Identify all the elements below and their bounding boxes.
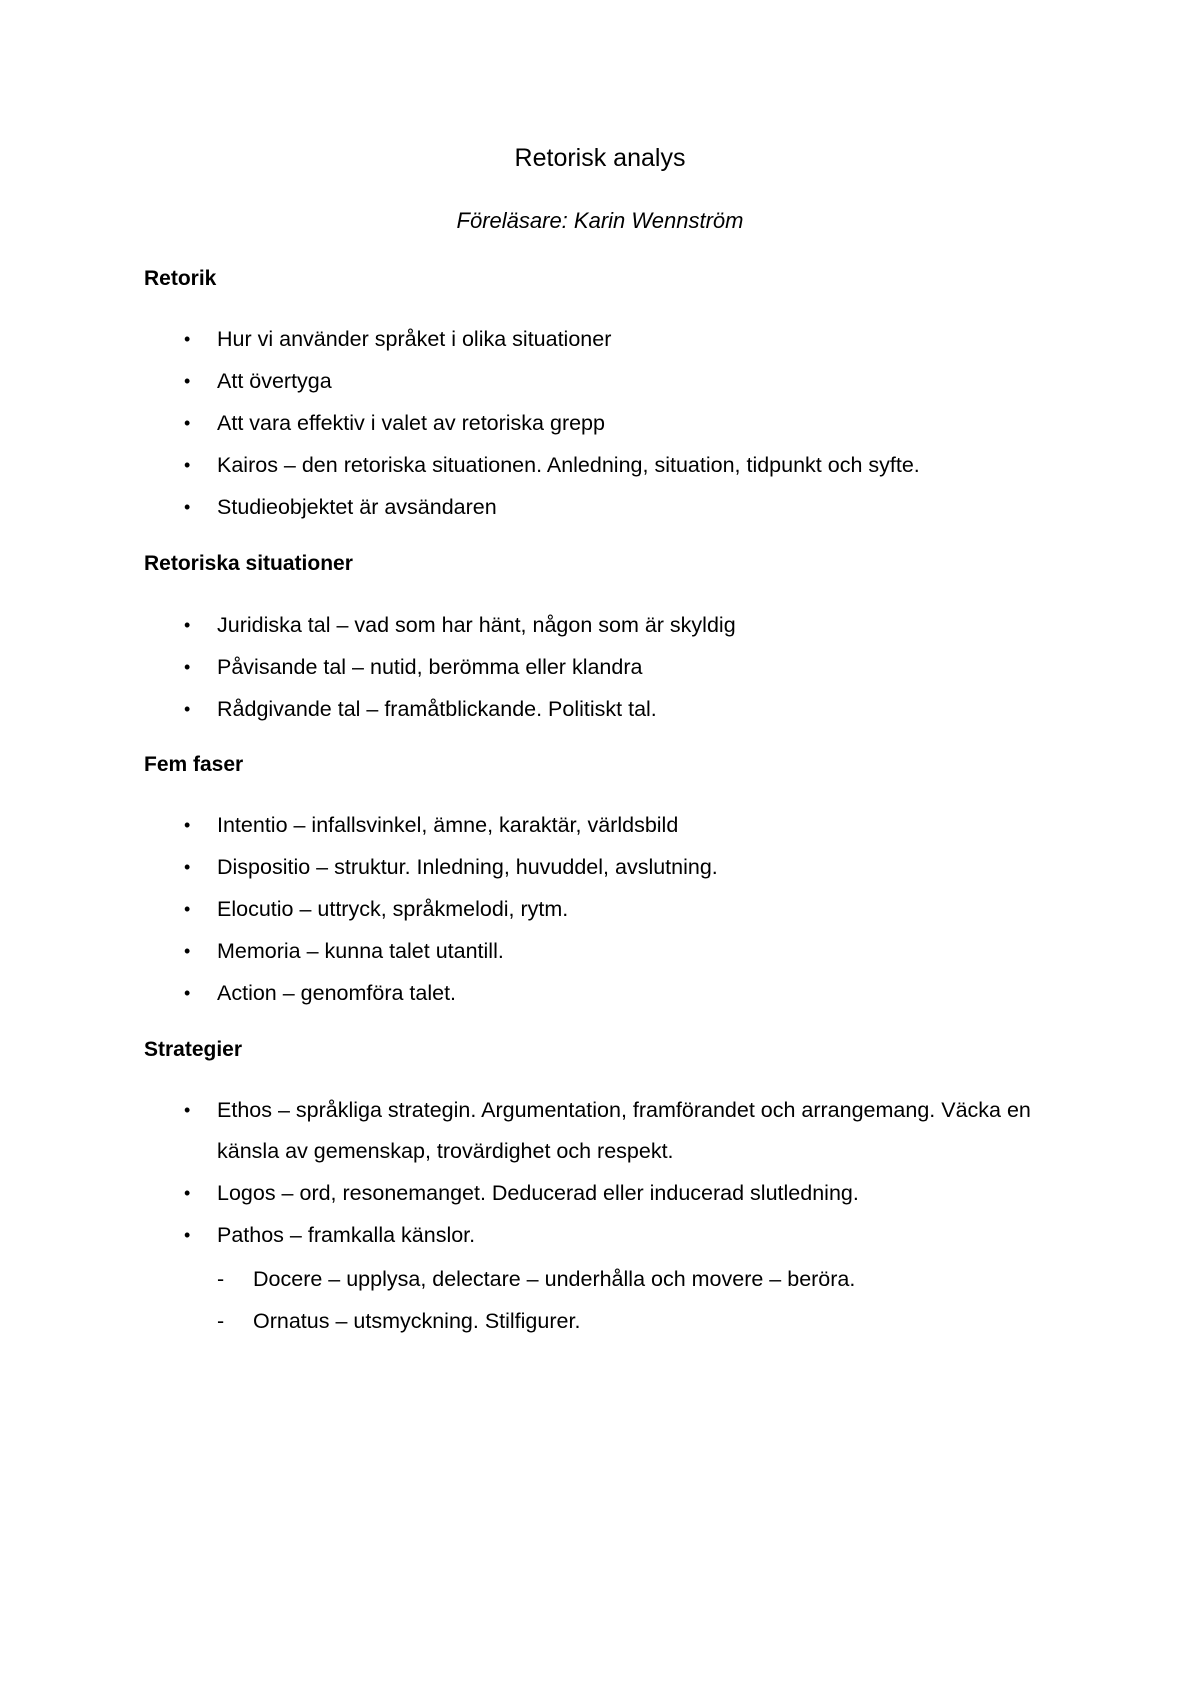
- bullet-icon: •: [184, 371, 191, 391]
- list-item: • Att vara effektiv i valet av retoriska grepp: [144, 402, 1064, 444]
- list-item: • Att övertyga: [144, 360, 1064, 402]
- list-item: • Elocutio – uttryck, språkmelodi, rytm.: [144, 888, 1064, 930]
- sub-list-item: - Docere – upplysa, delectare – underhålla och movere – beröra.: [144, 1258, 1064, 1300]
- list-item: • Intentio – infallsvinkel, ämne, karaktär, världsbild: [144, 804, 1064, 846]
- list-item: • Memoria – kunna talet utantill.: [144, 930, 1064, 972]
- bullet-icon: •: [184, 329, 191, 349]
- list-item: • Juridiska tal – vad som har hänt, någon som är skyldig: [144, 604, 1064, 646]
- bullet-icon: •: [184, 1183, 191, 1203]
- list-item: • Logos – ord, resonemanget. Deducerad eller inducerad slutledning.: [144, 1172, 1044, 1214]
- bullet-icon: •: [184, 699, 191, 719]
- bullet-icon: •: [184, 1225, 191, 1245]
- bullet-icon: •: [184, 983, 191, 1003]
- list-item: • Dispositio – struktur. Inledning, huvuddel, avslutning.: [144, 846, 1064, 888]
- section-heading-retorik: Retorik: [144, 267, 217, 290]
- list-fem-faser: [144, 804, 1064, 1014]
- list-strategier: [144, 1090, 1044, 1256]
- list-item: • Hur vi använder språket i olika situationer: [144, 318, 1064, 360]
- bullet-icon: •: [184, 815, 191, 835]
- section-heading-strategier: Strategier: [144, 1038, 243, 1061]
- list-item: • Påvisande tal – nutid, berömma eller klandra: [144, 646, 1064, 688]
- list-item: • Studieobjektet är avsändaren: [144, 486, 1064, 528]
- lecturer-line: Föreläsare: Karin Wennström: [456, 208, 744, 233]
- bullet-icon: •: [184, 413, 191, 433]
- dash-icon: -: [217, 1309, 225, 1333]
- bullet-icon: •: [184, 455, 191, 475]
- bullet-icon: •: [184, 657, 191, 677]
- list-retoriska-situationer: [144, 604, 1064, 730]
- bullet-icon: •: [184, 899, 191, 919]
- section-heading-fem-faser: Fem faser: [144, 753, 244, 776]
- sub-list-item: - Ornatus – utsmyckning. Stilfigurer.: [144, 1300, 1064, 1342]
- bullet-icon: •: [184, 497, 191, 517]
- list-retorik: [144, 318, 1064, 528]
- section-heading-retoriska-situationer: Retoriska situationer: [144, 552, 353, 575]
- bullet-icon: •: [184, 1100, 191, 1120]
- list-item: • Pathos – framkalla känslor.: [144, 1214, 1044, 1256]
- bullet-icon: •: [184, 857, 191, 877]
- list-item: • Ethos – språkliga strategin. Argumentation, framförandet och arrangemang. Väcka en känsla av gemenskap, trovärdighet och respekt.: [144, 1090, 1044, 1172]
- bullet-icon: •: [184, 615, 191, 635]
- dash-icon: -: [217, 1267, 225, 1291]
- list-item: • Action – genomföra talet.: [144, 972, 1064, 1014]
- sublist-pathos: [144, 1258, 1064, 1342]
- list-item: • Kairos – den retoriska situationen. Anledning, situation, tidpunkt och syfte.: [144, 444, 1064, 486]
- bullet-icon: •: [184, 941, 191, 961]
- list-item: • Rådgivande tal – framåtblickande. Politiskt tal.: [144, 688, 1064, 730]
- document-title: Retorisk analys: [514, 144, 686, 172]
